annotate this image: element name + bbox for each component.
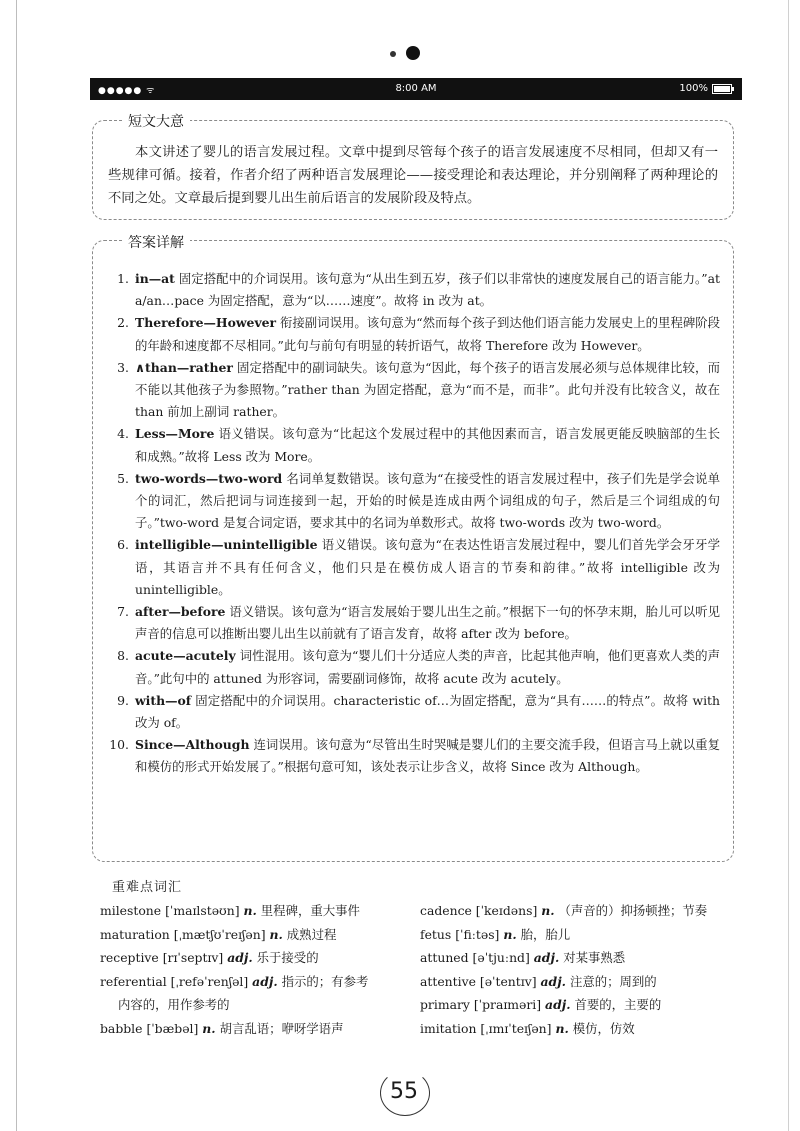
vocab-entry <box>100 899 410 923</box>
vocab-entry <box>420 899 720 923</box>
vocab-word: maturation <box>100 926 170 942</box>
answer-body <box>135 734 720 778</box>
answer-key: with—of <box>135 692 192 708</box>
answer-body <box>135 268 720 312</box>
vocab-meaning: 乐于接受的 <box>256 950 319 965</box>
answer-explanation: 固定搭配中的介词误用。characteristic of…为固定搭配，意为“具有……的特点”。故将 with 改为 of。 <box>135 692 720 731</box>
vocab-word: primary <box>420 997 470 1012</box>
camera-lens-icon <box>406 46 420 60</box>
vocab-pos: n. <box>202 1020 216 1036</box>
vocab-ipa: [ˈkeɪdəns] <box>475 903 538 918</box>
vocab-column-right <box>420 899 720 1040</box>
vocab-ipa: [ˈbæbəl] <box>146 1020 199 1036</box>
vocab-ipa: [rɪˈseptɪv] <box>162 950 224 965</box>
summary-text: 本文讲述了婴儿的语言发展过程。文章中提到尽管每个孩子的语言发展速度不尽相同，但却又有一些规律可循。接着，作者介绍了两种语言发展理论——接受理论和表达理论，并分别阐释了两种理论的不同之处。文章最后提到婴儿出生前后语言的发展阶段及特点。 <box>108 145 718 206</box>
vocab-meaning: 指示的；有参考 <box>281 973 369 989</box>
answer-item <box>100 645 720 689</box>
vocab-pos: adj. <box>533 950 560 965</box>
vocab-entry <box>420 970 720 994</box>
answer-item <box>100 690 720 734</box>
answer-key: ∧than—rather <box>135 359 233 375</box>
vocab-meaning: 成熟过程 <box>286 926 337 942</box>
vocab-word: attentive <box>420 973 476 989</box>
answer-key: Less—More <box>135 426 215 442</box>
answer-body <box>135 357 720 424</box>
answer-number: 7. <box>117 604 129 620</box>
vocab-ipa: [əˈtjuːnd] <box>472 950 530 965</box>
answer-number: 8. <box>117 648 129 664</box>
vocab-entry <box>420 993 720 1017</box>
vocab-word: imitation <box>420 1020 477 1036</box>
signal-icon: ●●●●● ᯤ <box>98 86 156 96</box>
vocab-title: 重难点词汇 <box>112 880 183 895</box>
vocab-meaning: 胡言乱语；咿呀学语声 <box>219 1020 344 1036</box>
answer-item <box>100 357 720 424</box>
vocab-meaning: 对某事熟悉 <box>563 950 626 965</box>
vocab-meaning: 首要的，主要的 <box>574 997 662 1012</box>
battery-icon <box>712 84 732 94</box>
answer-number: 6. <box>117 537 129 553</box>
answer-key: after—before <box>135 604 226 620</box>
answers-title: 答案详解 <box>122 232 190 252</box>
vocab-entry <box>100 970 410 994</box>
vocab-ipa: [ˌmætʃʊˈreɪʃən] <box>173 926 266 942</box>
answer-body <box>135 534 720 601</box>
vocab-ipa: [ˈpraɪməri] <box>473 997 542 1012</box>
vocab-entry <box>420 923 720 947</box>
answer-item <box>100 601 720 645</box>
battery-percent: 100% <box>679 83 708 94</box>
answer-explanation: 词性混用。该句意为“婴儿们十分适应人类的声音，比起其他声响，他们更喜欢人类的声音。”此句中的 attuned 为形容词，需要副词修饰，故将 acute 改为 acutely。 <box>135 648 720 686</box>
vocab-word: receptive <box>100 950 159 965</box>
answer-explanation: 固定搭配中的副词缺失。该句意为“因此，每个孩子的语言发展必须与总体规律比较，而不能以其他孩子为参照物。”rather than 为固定搭配，意为“而不是，而非”。此句并没有比较含义，故在 than 前加上副词 rather。 <box>135 359 720 420</box>
answer-body <box>135 468 720 535</box>
answer-key: two-words—two-word <box>135 470 283 486</box>
answer-body <box>135 645 720 689</box>
answer-item <box>100 312 720 356</box>
vocab-entry <box>100 1017 410 1041</box>
answer-explanation: 语义错误。该句意为“语言发展始于婴儿出生之前。”根据下一句的怀孕末期，胎儿可以听见声音的信息可以推断出婴儿出生以前就有了语言发育，故将 after 改为 before。 <box>135 604 720 642</box>
answer-number: 3. <box>117 359 129 375</box>
answer-body <box>135 312 720 356</box>
answer-number: 9. <box>117 692 129 708</box>
answer-explanation: 语义错误。该句意为“比起这个发展过程中的其他因素而言，语言发展更能反映脑部的生长和成熟。”故将 Less 改为 More。 <box>135 426 720 464</box>
vocab-word: attuned <box>420 950 469 965</box>
vocab-pos: n. <box>269 926 283 942</box>
vocab-column-left <box>100 899 410 1040</box>
vocab-word: milestone <box>100 903 162 918</box>
vocab-ipa: [ˌɪmɪˈteɪʃən] <box>480 1020 552 1036</box>
answer-list <box>100 268 720 779</box>
answer-item <box>100 268 720 312</box>
answer-number: 1. <box>117 271 129 286</box>
answer-key: in—at <box>135 271 175 286</box>
answer-key: acute—acutely <box>135 648 236 664</box>
vocab-entry <box>100 923 410 947</box>
vocab-pos: adj. <box>227 950 253 965</box>
status-bar <box>90 78 742 100</box>
vocab-pos: n. <box>503 926 517 942</box>
vocab-pos: n. <box>243 903 257 918</box>
answer-item <box>100 423 720 467</box>
answer-item <box>100 468 720 535</box>
answer-body <box>135 423 720 467</box>
summary-title: 短文大意 <box>122 111 190 131</box>
answer-explanation: 语义错误。该句意为“在表达性语言发展过程中，婴儿们首先学会牙牙学语，其语言并不具有任何含义，他们只是在模仿成人语言的节奏和韵律。”故将 intelligible 改为 unintelligible。 <box>135 537 720 597</box>
answer-explanation: 名词单复数错误。该句意为“在接受性的语言发展过程中，孩子们先是学会说单个的词汇，然后把词与词连接到一起，开始的时候是连成由两个词组成的句子，然后是三个词组成的句子。”two-word 是复合词定语，要求其中的名词为单数形式。故将 two-words 改为 two-word。 <box>135 470 720 531</box>
vocab-ipa: [əˈtentɪv] <box>479 973 537 989</box>
answer-explanation: 衔接副词误用。该句意为“然而每个孩子到达他们语言能力发展史上的里程碑阶段的年龄和速度都不尽相同。”此句与前句有明显的转折语气，故将 Therefore 改为 However。 <box>135 315 721 353</box>
vocab-meaning: 胎，胎儿 <box>520 926 571 942</box>
answer-key: Therefore—However <box>135 315 277 331</box>
page-number: 55 <box>378 1066 430 1118</box>
vocab-pos: n. <box>555 1020 569 1036</box>
answer-key: intelligible—unintelligible <box>135 537 318 553</box>
vocab-entry <box>420 1017 720 1041</box>
vocab-pos: n. <box>541 903 555 918</box>
vocab-ipa: [ˌrefəˈrenʃəl] <box>170 973 249 989</box>
vocab-meaning: 注意的；周到的 <box>569 973 657 989</box>
vocab-entry <box>100 946 410 970</box>
vocab-pos: adj. <box>545 997 571 1012</box>
answer-number: 10. <box>109 737 129 753</box>
answer-number: 5. <box>117 470 129 486</box>
answer-item <box>100 534 720 601</box>
answer-number: 4. <box>117 426 129 442</box>
vocab-ipa: [ˈfiːtəs] <box>455 926 500 942</box>
vocab-pos: adj. <box>252 973 278 989</box>
sensor-dot-icon <box>390 51 396 57</box>
answer-key: Since—Although <box>135 737 250 753</box>
vocab-meaning: 模仿，仿效 <box>572 1020 635 1036</box>
status-time: 8:00 AM <box>395 83 437 94</box>
vocab-entry <box>420 946 720 970</box>
vocab-word: babble <box>100 1020 143 1036</box>
answer-number: 2. <box>117 315 129 331</box>
answer-explanation: 固定搭配中的介词误用。该句意为“从出生到五岁，孩子们以非常快的速度发展自己的语言能力。”at a/an…pace 为固定搭配，意为“以……速度”。故将 in 改为 at。 <box>135 271 720 309</box>
answer-explanation: 连词误用。该句意为“尽管出生时哭喊是婴儿们的主要交流手段，但语言马上就以重复和模仿的形式开始发展了。”根据句意可知，该处表示让步含义，故将 Since 改为 Although。 <box>135 737 720 775</box>
vocab-word: fetus <box>420 926 452 942</box>
battery-indicator <box>679 83 732 94</box>
answer-body <box>135 601 720 645</box>
vocab-pos: adj. <box>540 973 566 989</box>
vocab-word: referential <box>100 973 167 989</box>
vocab-word: cadence <box>420 903 472 918</box>
vocab-ipa: [ˈmaɪlstəʊn] <box>165 903 240 918</box>
answer-item <box>100 734 720 778</box>
vocab-meaning-continued: 内容的，用作参考的 <box>118 997 230 1012</box>
page-edge-left <box>16 0 17 1131</box>
answer-body <box>135 690 720 734</box>
vocab-meaning: 里程碑，重大事件 <box>260 903 360 918</box>
page-edge-right <box>788 0 789 1131</box>
vocab-meaning: （声音的）抑扬顿挫；节奏 <box>558 903 708 918</box>
